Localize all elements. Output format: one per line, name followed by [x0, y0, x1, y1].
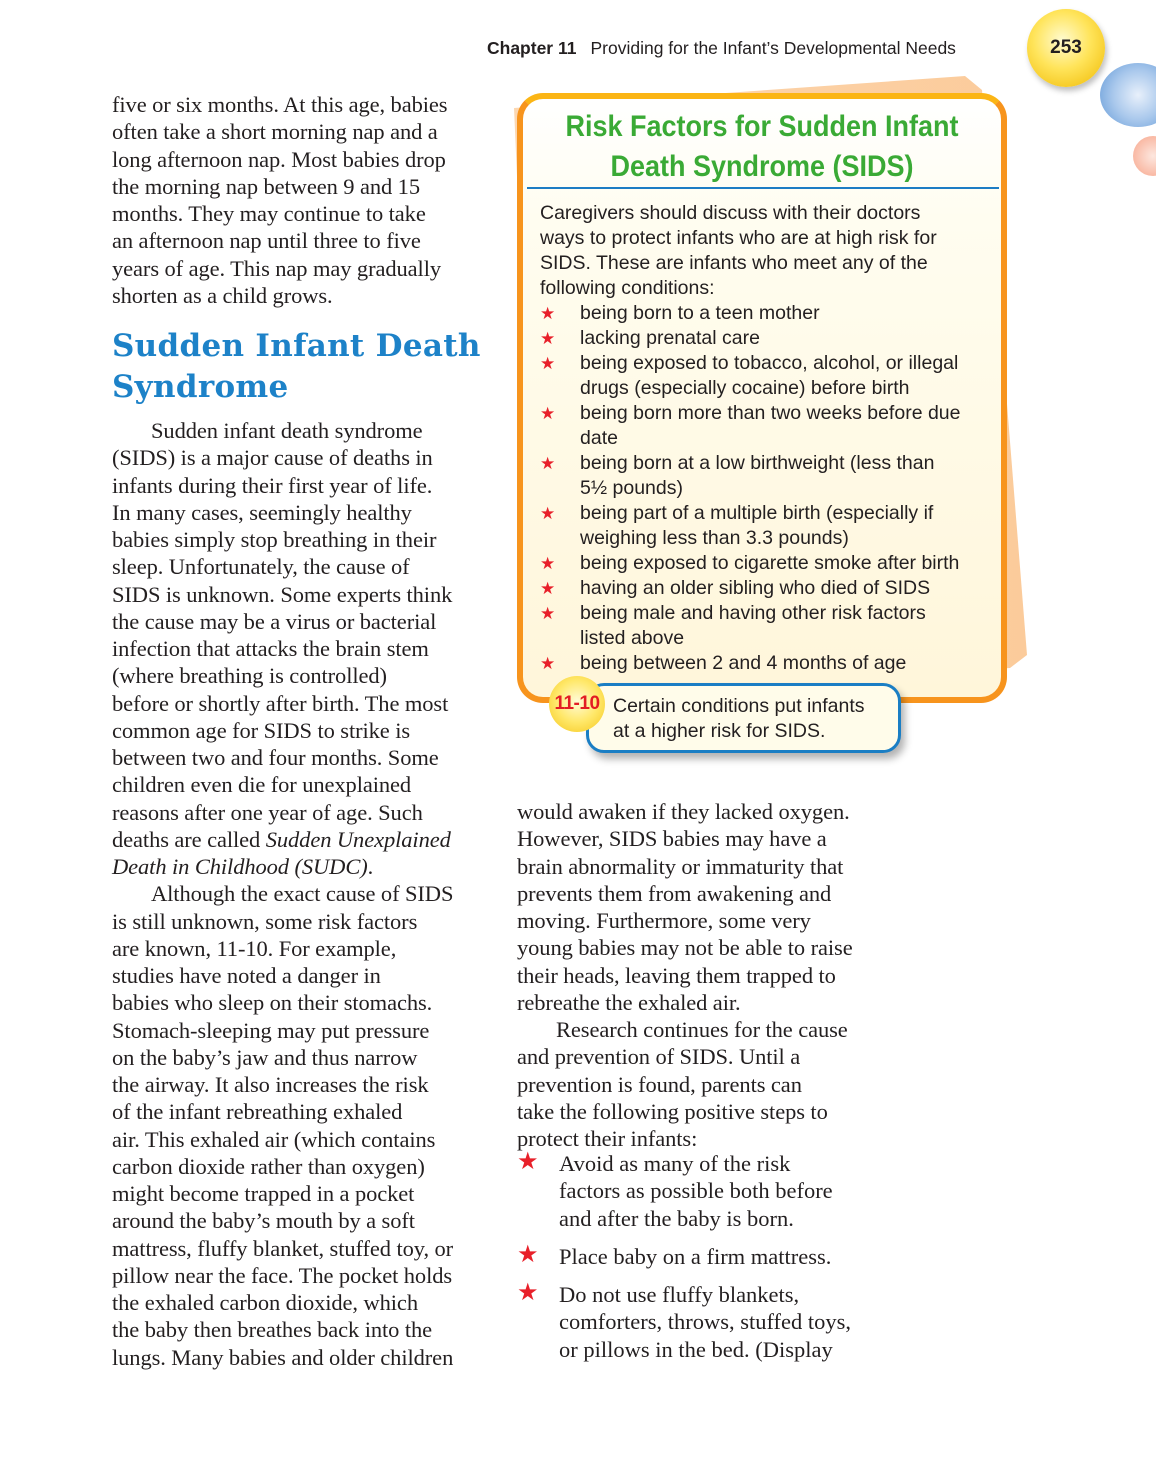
text-line — [112, 1235, 453, 1262]
text-run: studies have noted a danger in — [112, 963, 381, 988]
text-line — [112, 744, 453, 771]
text-line — [112, 826, 453, 853]
text-line: their heads, leaving them trapped to — [517, 962, 836, 988]
text-line: years of age. This nap may gradually — [112, 255, 442, 281]
star-bullet-icon: ★ — [540, 304, 556, 323]
text-run: the cause may be a virus or bacterial — [112, 608, 437, 634]
text-line: protect their infants: — [517, 1126, 698, 1151]
text-line — [112, 717, 453, 744]
item-line: lacking prenatal care — [580, 327, 760, 349]
text-line: an afternoon nap until three to five — [112, 228, 421, 254]
star-bullet-icon: ★ — [540, 604, 556, 623]
text-line — [112, 1126, 453, 1153]
text-run: on the baby’s jaw and thus narrow — [112, 1044, 418, 1070]
item-line: being born at a low birthweight (less than — [580, 452, 935, 474]
text-line — [112, 880, 453, 907]
text-line — [112, 608, 453, 635]
text-line — [112, 799, 453, 826]
item-line: being born more than two weeks before due — [580, 402, 961, 424]
heading-line: Sudden Infant Death — [112, 328, 481, 364]
risk-factor-item — [540, 601, 961, 651]
text-run: Sudden infant death syndrome — [151, 418, 423, 443]
text-run: sleep. Unfortunately, the cause of — [112, 554, 410, 580]
decorative-blue-circle — [1100, 63, 1156, 127]
title-line: Death Syndrome (SIDS) — [610, 150, 914, 183]
page-number: 253 — [1027, 9, 1105, 87]
text-line — [112, 444, 453, 471]
text-line — [112, 1316, 453, 1343]
figure-number-badge: 11-10 — [549, 676, 605, 732]
text-run: Stomach-sleeping may put pressure — [112, 1017, 430, 1043]
figure-caption — [586, 683, 901, 753]
text-run: the airway. It also increases the risk — [112, 1072, 429, 1097]
intro-paragraph — [112, 91, 447, 309]
star-bullet-icon: ★ — [540, 504, 556, 523]
text-line — [112, 472, 453, 499]
text-run: is still unknown, some risk factors — [112, 908, 418, 934]
step-line: comforters, throws, stuffed toys, — [559, 1309, 852, 1335]
text-line: the morning nap between 9 and 15 — [112, 173, 420, 199]
item-line: being exposed to tobacco, alcohol, or illegal — [580, 352, 959, 374]
risk-factor-item — [540, 326, 961, 351]
text-line — [112, 1262, 453, 1289]
prevention-step — [517, 1281, 851, 1363]
risk-factor-item — [540, 576, 961, 601]
figure-body — [540, 201, 961, 676]
text-line — [112, 1207, 453, 1234]
text-line: would awaken if they lacked oxygen. — [517, 799, 850, 824]
step-line: Avoid as many of the risk — [559, 1151, 791, 1176]
text-run: of the infant rebreathing exhaled — [112, 1099, 403, 1125]
step-line: factors as possible both before — [559, 1178, 833, 1204]
caption-line: Certain conditions put infants — [613, 695, 865, 717]
right-paragraph-2 — [517, 1016, 848, 1152]
text-line: months. They may continue to take — [112, 201, 426, 226]
text-run: babies who sleep on their stomachs. — [112, 990, 433, 1016]
text-line — [112, 526, 453, 553]
text-run: lungs. Many babies and older children — [112, 1344, 454, 1370]
text-line — [112, 1180, 453, 1207]
text-line: and prevention of SIDS. Until a — [517, 1044, 801, 1070]
item-line: date — [580, 427, 618, 449]
figure-title — [523, 107, 1001, 187]
step-line: Do not use fluffy blankets, — [559, 1282, 800, 1307]
text-line — [112, 1098, 453, 1125]
star-bullet-icon: ★ — [540, 454, 556, 473]
risk-factor-item — [540, 401, 961, 451]
text-run: reasons after one year of age. Such — [112, 799, 423, 825]
item-line: drugs (especially cocaine) before birth — [580, 377, 910, 399]
text-run: Although the exact cause of SIDS — [151, 881, 454, 907]
text-line: often take a short morning nap and a — [112, 119, 438, 145]
text-line: shorten as a child grows. — [112, 282, 333, 308]
star-bullet-icon: ★ — [517, 1149, 539, 1175]
text-run: babies simply stop breathing in their — [112, 527, 437, 552]
text-run: pillow near the face. The pocket holds — [112, 1262, 453, 1288]
text-line: young babies may not be able to raise — [517, 935, 853, 961]
caption-line: at a higher risk for SIDS. — [613, 720, 826, 742]
text-line: take the following positive steps to — [517, 1098, 828, 1124]
item-line: having an older sibling who died of SIDS — [580, 577, 931, 599]
text-line — [112, 1071, 453, 1098]
heading-line: Syndrome — [112, 369, 289, 405]
item-line: being male and having other risk factors — [580, 602, 926, 624]
star-bullet-icon: ★ — [540, 404, 556, 423]
intro-line: following conditions: — [540, 277, 715, 299]
risk-factor-item — [540, 551, 961, 576]
decorative-pink-circle — [1133, 136, 1156, 176]
step-line: Place baby on a firm mattress. — [559, 1243, 832, 1269]
text-line: long afternoon nap. Most babies drop — [112, 146, 446, 172]
item-line: 5½ pounds) — [580, 477, 683, 499]
star-bullet-icon: ★ — [517, 1280, 539, 1306]
text-run: infection that attacks the brain stem — [112, 636, 429, 661]
risk-factors-figure — [517, 93, 1007, 703]
italic-term: Sudden Unexplained — [265, 826, 451, 852]
text-run: (where breathing is controlled) — [112, 663, 387, 689]
figure-intro — [540, 201, 961, 301]
text-line: moving. Furthermore, some very — [517, 908, 811, 933]
text-line: prevents them from awakening and — [517, 880, 832, 906]
text-line: Research continues for the cause — [556, 1017, 848, 1042]
star-bullet-icon: ★ — [517, 1241, 539, 1268]
text-run: (SIDS) is a major cause of deaths in — [112, 445, 433, 471]
text-run: children even die for unexplained — [112, 772, 412, 798]
text-line: brain abnormality or immaturity that — [517, 853, 844, 879]
text-line: prevention is found, parents can — [517, 1071, 802, 1097]
text-run: the exhaled carbon dioxide, which — [112, 1290, 418, 1315]
text-line — [112, 1344, 453, 1371]
text-line — [112, 1017, 453, 1044]
running-header — [487, 38, 956, 59]
text-run: common age for SIDS to strike is — [112, 717, 411, 743]
text-run: deaths are called — [112, 826, 266, 852]
text-line — [112, 1289, 453, 1316]
text-line — [112, 989, 453, 1016]
item-line: listed above — [580, 627, 685, 649]
chapter-title: Providing for the Infant’s Developmental Needs — [590, 38, 956, 58]
step-line: and after the baby is born. — [559, 1205, 794, 1231]
text-run: the baby then breathes back into the — [112, 1317, 433, 1343]
star-bullet-icon: ★ — [540, 329, 556, 348]
text-line — [112, 908, 453, 935]
item-line: being born to a teen mother — [580, 302, 820, 324]
text-run: around the baby’s mouth by a soft — [112, 1208, 415, 1234]
text-run: between two and four months. Some — [112, 745, 439, 770]
text-run: might become trapped in a pocket — [112, 1181, 415, 1206]
text-run: are known, 11-10. For example, — [112, 935, 397, 961]
text-line: rebreathe the exhaled air. — [517, 989, 741, 1015]
risk-factor-item — [540, 451, 961, 501]
chapter-label: Chapter 11 — [487, 38, 577, 58]
text-line — [112, 635, 453, 662]
item-line: being exposed to cigarette smoke after birth — [580, 552, 960, 574]
risk-factor-item — [540, 501, 961, 551]
intro-line: SIDS. These are infants who meet any of the — [540, 252, 928, 274]
title-line: Risk Factors for Sudden Infant — [565, 110, 959, 143]
text-line — [112, 662, 453, 689]
text-line — [112, 581, 453, 608]
section-heading — [112, 326, 481, 408]
star-bullet-icon: ★ — [540, 554, 556, 573]
title-divider — [527, 187, 999, 189]
risk-factor-item — [540, 351, 961, 401]
text-run: In many cases, seemingly healthy — [112, 499, 412, 525]
intro-line: ways to protect infants who are at high risk for — [540, 227, 937, 249]
sids-body-text — [112, 417, 453, 1371]
star-bullet-icon: ★ — [540, 354, 556, 373]
text-run: before or shortly after birth. The most — [112, 690, 449, 716]
text-line — [112, 1153, 453, 1180]
italic-term: Death in Childhood (SUDC) — [112, 854, 368, 879]
text-line — [112, 962, 453, 989]
text-line — [112, 1044, 453, 1071]
text-run: mattress, fluffy blanket, stuffed toy, or — [112, 1235, 454, 1261]
text-line — [112, 853, 453, 880]
prevention-step — [517, 1150, 851, 1232]
text-line — [112, 690, 453, 717]
text-run: . — [367, 854, 374, 879]
text-run: SIDS is unknown. Some experts think — [112, 581, 453, 607]
text-run: carbon dioxide rather than oxygen) — [112, 1153, 425, 1179]
item-line: being between 2 and 4 months of age — [580, 652, 907, 674]
text-line — [112, 935, 453, 962]
intro-line: Caregivers should discuss with their doctors — [540, 202, 921, 224]
text-line: However, SIDS babies may have a — [517, 826, 827, 852]
text-line — [112, 499, 453, 526]
item-line: being part of a multiple birth (especially if — [580, 502, 934, 524]
risk-factor-item — [540, 301, 961, 326]
star-bullet-icon: ★ — [540, 579, 556, 598]
text-run: infants during their first year of life. — [112, 472, 433, 498]
prevention-step — [517, 1243, 851, 1270]
risk-factor-item — [540, 651, 961, 676]
prevention-steps-list — [517, 1150, 851, 1374]
right-paragraph-1 — [517, 798, 853, 1016]
star-bullet-icon: ★ — [540, 654, 556, 673]
step-line: or pillows in the bed. (Display — [559, 1336, 833, 1362]
text-line: five or six months. At this age, babies — [112, 92, 448, 117]
item-line: weighing less than 3.3 pounds) — [580, 527, 849, 549]
text-run: air. This exhaled air (which contains — [112, 1126, 436, 1152]
text-line — [112, 553, 453, 580]
risk-factor-list — [540, 301, 961, 676]
text-line — [112, 417, 453, 444]
text-line — [112, 771, 453, 798]
